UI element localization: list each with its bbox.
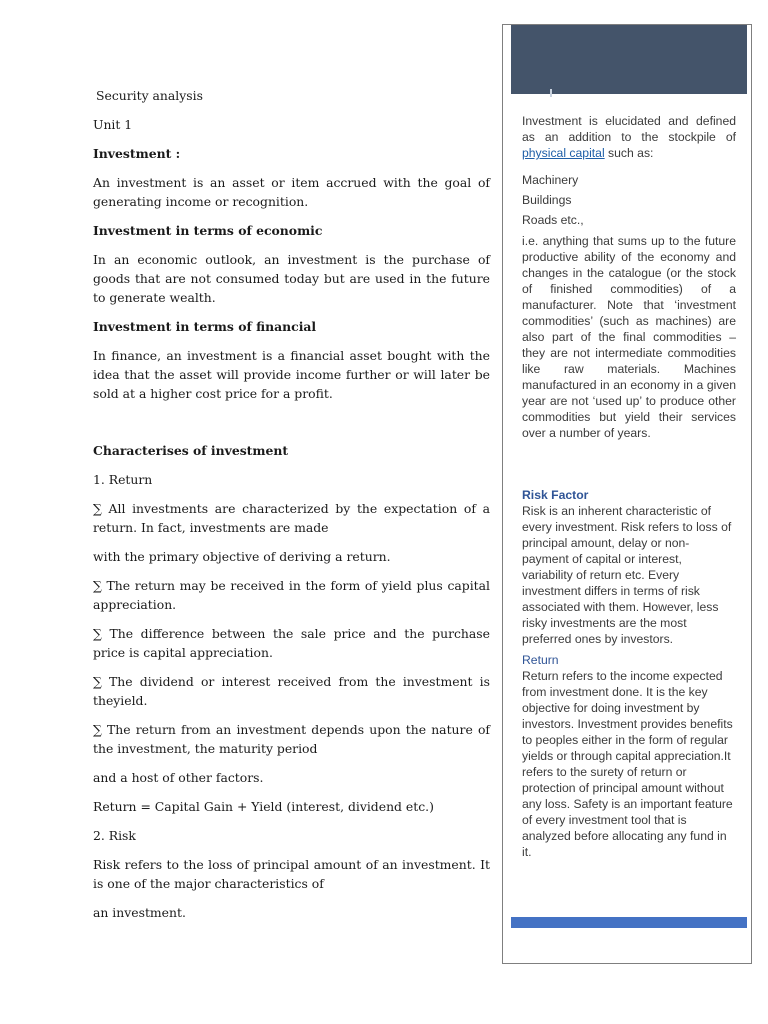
sidebar-accent-bar — [511, 917, 747, 928]
bullet-4: ∑ The dividend or interest received from the investment is theyield. — [93, 674, 490, 708]
bullet-1b: with the primary objective of deriving a return. — [93, 549, 391, 564]
sidebar-intro-text: Investment is elucidated and defined as an addition to the stockpile of — [522, 114, 736, 144]
economic-heading: Investment in terms of economic — [93, 223, 323, 238]
sidebar-intro — [522, 113, 736, 161]
list-item-roads: Roads etc., — [522, 213, 584, 227]
doc-title: Security analysis — [96, 88, 203, 103]
bullet-1a: ∑ All investments are characterized by the expectation of a return. In fact, investments are made — [93, 501, 490, 535]
return-formula: Return = Capital Gain + Yield (interest, dividend etc.) — [93, 799, 434, 814]
risk-text-b: an investment. — [93, 905, 186, 920]
sidebar-list — [522, 170, 736, 230]
financial-heading: Investment in terms of financial — [93, 319, 317, 334]
economic-text: In an economic outlook, an investment is the purchase of goods that are not consumed today but are used in the future to generate wealth. — [93, 252, 490, 305]
list-item-machinery: Machinery — [522, 173, 579, 187]
unit-label: Unit 1 — [93, 117, 133, 132]
bullet-5a: ∑ The return from an investment depends upon the nature of the investment, the maturity period — [93, 722, 490, 756]
sidebar-intro-after: such as: — [604, 146, 654, 160]
physical-capital-link[interactable]: physical capital — [522, 146, 605, 160]
header-title-fragment — [550, 89, 560, 97]
sidebar-return-heading: Return — [522, 653, 559, 667]
risk-heading: 2. Risk — [93, 828, 136, 843]
bullet-5b: and a host of other factors. — [93, 770, 264, 785]
sidebar-ie-text: i.e. anything that sums up to the future productive ability of the economy and changes in the catalogue (or the stock of finished commodities) of a manufacturer. Note that ‘investment commodities’ (such as machines) are also part of the final commodities – they are not intermediate commodities like raw materials. Machines manufactured in an economy in a given year are not ‘used up’ to produce other commodities but yield their services over a number of years. — [522, 234, 736, 440]
financial-text: In finance, an investment is a financial asset bought with the idea that the asset will provide income further or will later be sold at a higher cost price for a profit. — [93, 348, 490, 401]
return-heading: 1. Return — [93, 472, 153, 487]
investment-heading: Investment : — [93, 146, 181, 161]
sidebar-box — [502, 24, 752, 964]
main-content — [93, 86, 490, 922]
list-item-buildings: Buildings — [522, 193, 572, 207]
risk-factor-heading: Risk Factor — [522, 488, 589, 502]
investment-definition: An investment is an asset or item accrued with the goal of generating income or recognition. — [93, 175, 490, 209]
sidebar-return-text: Return refers to the income expected from investment done. It is the key objective for doing investment by investors. Investment provides benefits to peoples either in the form of regular yields or through capital appreciation.It refers to the surety of return or protection of principal amount without any loss. Safety is an important feature of every investment tool that is analyzed before allocating any fund in it. — [522, 669, 733, 859]
risk-factor-text: Risk is an inherent characteristic of every investment. Risk refers to loss of principal amount, delay or non-payment of capital or interest, variability of return etc. Every investment differs in terms of risk associated with them. However, less risky investments are the most preferred ones by investors. — [522, 504, 732, 646]
bullet-2: ∑ The return may be received in the form of yield plus capital appreciation. — [93, 578, 490, 612]
sidebar-header-band — [511, 25, 747, 94]
risk-text-a: Risk refers to the loss of principal amount of an investment. It is one of the major characteristics of — [93, 857, 490, 891]
characteristics-heading: Characterises of investment — [93, 443, 289, 458]
bullet-3: ∑ The difference between the sale price and the purchase price is capital appreciation. — [93, 626, 490, 660]
